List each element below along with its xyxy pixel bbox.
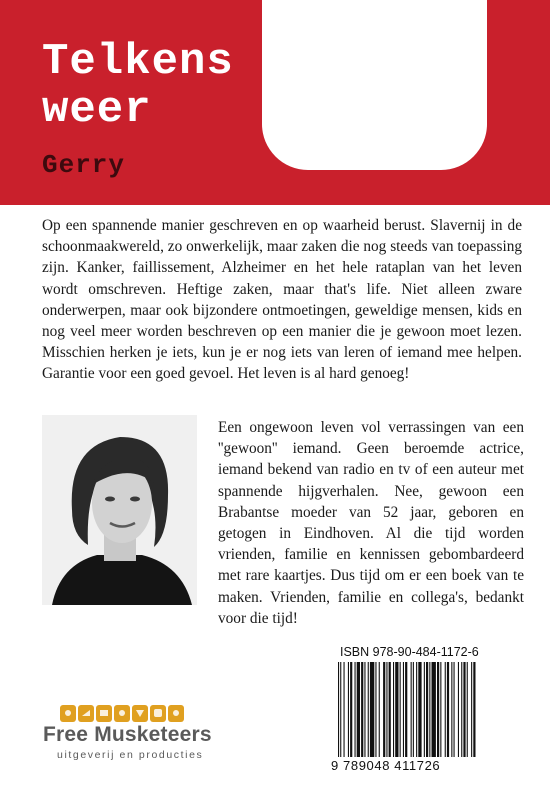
publisher-logo-icons (58, 702, 208, 724)
author-photo (42, 415, 197, 605)
barcode (336, 662, 528, 757)
author-portrait-icon (42, 415, 197, 605)
book-title (42, 38, 234, 134)
publisher-name: Free Musketeers (43, 723, 212, 746)
isbn-label: ISBN 978-90-484-1172-6 (340, 645, 479, 659)
cover-white-notch (262, 0, 487, 170)
publisher-tagline: uitgeverij en producties (57, 749, 204, 761)
author-bio: Een ongewoon leven vol verrassingen van een ''gewoon'' iemand. Geen beroemde actrice, iemand bekend van radio en tv of een auteur met spannende hijgverhalen. Nee, gewoon een Brabantse moeder van 52 jaar, geboren en getogen in Eindhoven. Al die tijd worden vrienden, familie en kennissen gebombardeerd met rare kaartjes. Dus tijd om er een boek van te maken. Vrienden, familie en collega's, bedankt voor die tijd! (218, 419, 524, 627)
book-title-line1: Telkens (42, 37, 234, 87)
barcode-digits: 9 789048 411726 (331, 758, 441, 773)
book-author: Gerry (42, 150, 126, 180)
book-title-line2: weer (42, 85, 152, 135)
book-blurb: Op een spannende manier geschreven en op waarheid berust. Slavernij in de schoonmaakwereld, zo onwerkelijk, maar zaken die nog steeds van toepassing zijn. Kanker, faillissement, Alzheimer en het hele rataplan van het leven wordt omschreven. Heftige zaken, maar that's life. Niet alleen zware onderwerpen, maar ook bijzondere ontmoetingen, geweldige mensen, kids en nog veel meer worden beschreven op een manier die je gewoon moet lezen. Misschien herken je iets, kun je er nog iets van leren of iemand mee helpen. Garantie voor een goed gevoel. Het leven is al hard genoeg! (42, 217, 522, 383)
